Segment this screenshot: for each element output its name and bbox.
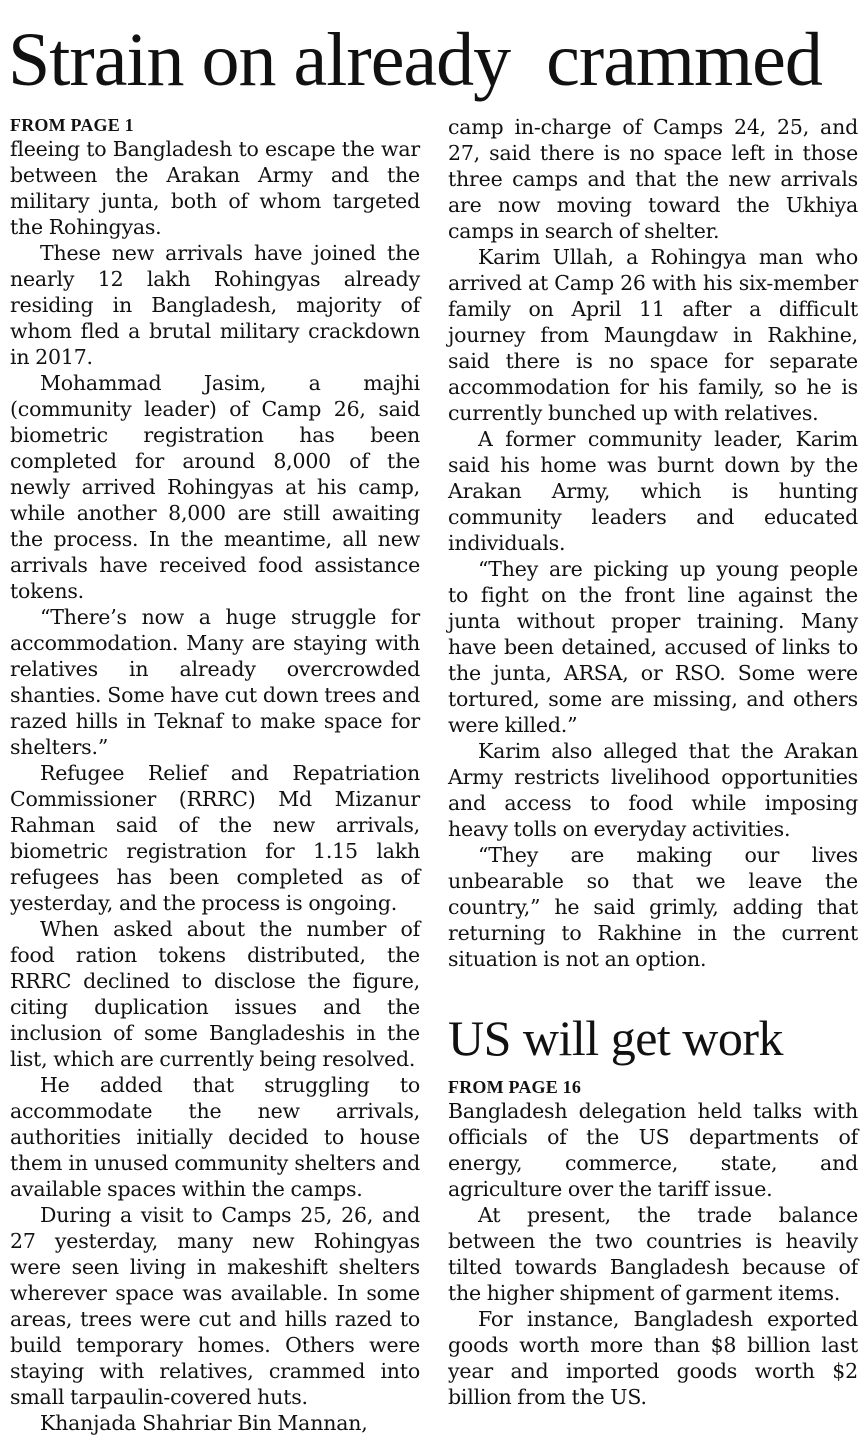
article-paragraph: Refugee Relief and Repatriation Commissioner (RRRC) Md Mizanur Rahman said of the new arrivals, biometric registration for 1.15 lakh refugees has been completed as of yesterday, and the process is ongoing. <box>10 761 420 915</box>
article-paragraph: These new arrivals have joined the nearly 12 lakh Rohingyas already residing in Bangladesh, majority of whom fled a brutal military crackdown in 2017. <box>10 241 420 369</box>
article-paragraph: When asked about the number of food ration tokens distributed, the RRRC declined to disclose the figure, citing duplication issues and the inclusion of some Bangladeshis in the list, which are currently being resolved. <box>10 917 420 1071</box>
article-paragraph: Karim Ullah, a Rohingya man who arrived at Camp 26 with his six-member family on April 11 after a difficult journey from Maungdaw in Rakhine, said there is no space for separate accommodation for his family, so he is currently bunched up with relatives. <box>448 245 858 425</box>
article-paragraph: During a visit to Camps 25, 26, and 27 yesterday, many new Rohingyas were seen living in makeshift shelters wherever space was available. In some areas, trees were cut and hills razed to build temporary homes. Others were staying with relatives, crammed into small tarpaulin-covered huts. <box>10 1203 420 1409</box>
second-jump-kicker: FROM PAGE 16 <box>448 1077 582 1097</box>
article-paragraph: camp in-charge of Camps 24, 25, and 27, said there is no space left in those three camps and that the new arrivals are now moving toward the Ukhiya camps in search of shelter. <box>448 115 858 243</box>
article-paragraph: “They are picking up young people to fight on the front line against the junta without proper training. Many have been detained, accused of links to the junta, ARSA, or RSO. Some were tortured, some are missing, and others were killed.” <box>448 557 858 737</box>
article-paragraph: A former community leader, Karim said his home was burnt down by the Arakan Army, which is hunting community leaders and educated individuals. <box>448 427 858 555</box>
article-paragraph: Khanjada Shahriar Bin Mannan, <box>40 1411 368 1435</box>
article-paragraph: “They are making our lives unbearable so that we leave the country,” he said grimly, adding that returning to Rakhine in the current situation is not an option. <box>448 843 858 971</box>
right-column <box>448 114 858 1410</box>
article-paragraph: At present, the trade balance between the two countries is heavily tilted towards Bangladesh because of the higher shipment of garment items. <box>448 1203 858 1305</box>
left-column <box>10 114 420 1436</box>
article-paragraph: fleeing to Bangladesh to escape the war between the Arakan Army and the military junta, both of whom targeted the Rohingyas. <box>10 137 420 239</box>
article-paragraph: Karim also alleged that the Arakan Army restricts livelihood opportunities and access to food while imposing heavy tolls on everyday activities. <box>448 739 858 841</box>
article-paragraph: Bangladesh delegation held talks with officials of the US departments of energy, commerce, state, and agriculture over the tariff issue. <box>448 1099 858 1201</box>
article-paragraph: For instance, Bangladesh exported goods worth more than $8 billion last year and imported goods worth $2 billion from the US. <box>448 1307 858 1409</box>
jump-kicker: FROM PAGE 1 <box>10 115 134 135</box>
article-paragraph: “There’s now a huge struggle for accommodation. Many are staying with relatives in already overcrowded shanties. Some have cut down trees and razed hills in Teknaf to make space for shelters.” <box>10 605 420 759</box>
article-paragraph: He added that struggling to accommodate the new arrivals, authorities initially decided to house them in unused community shelters and available spaces within the camps. <box>10 1073 420 1201</box>
article-headline: Strain on already crammed <box>8 18 822 102</box>
second-article-headline: US will get work <box>448 1010 784 1066</box>
article-paragraph: Mohammad Jasim, a majhi (community leader) of Camp 26, said biometric registration has been completed for around 8,000 of the newly arrived Rohingyas at his camp, while another 8,000 are still awaiting the process. In the meantime, all new arrivals have received food assistance tokens. <box>10 371 420 603</box>
